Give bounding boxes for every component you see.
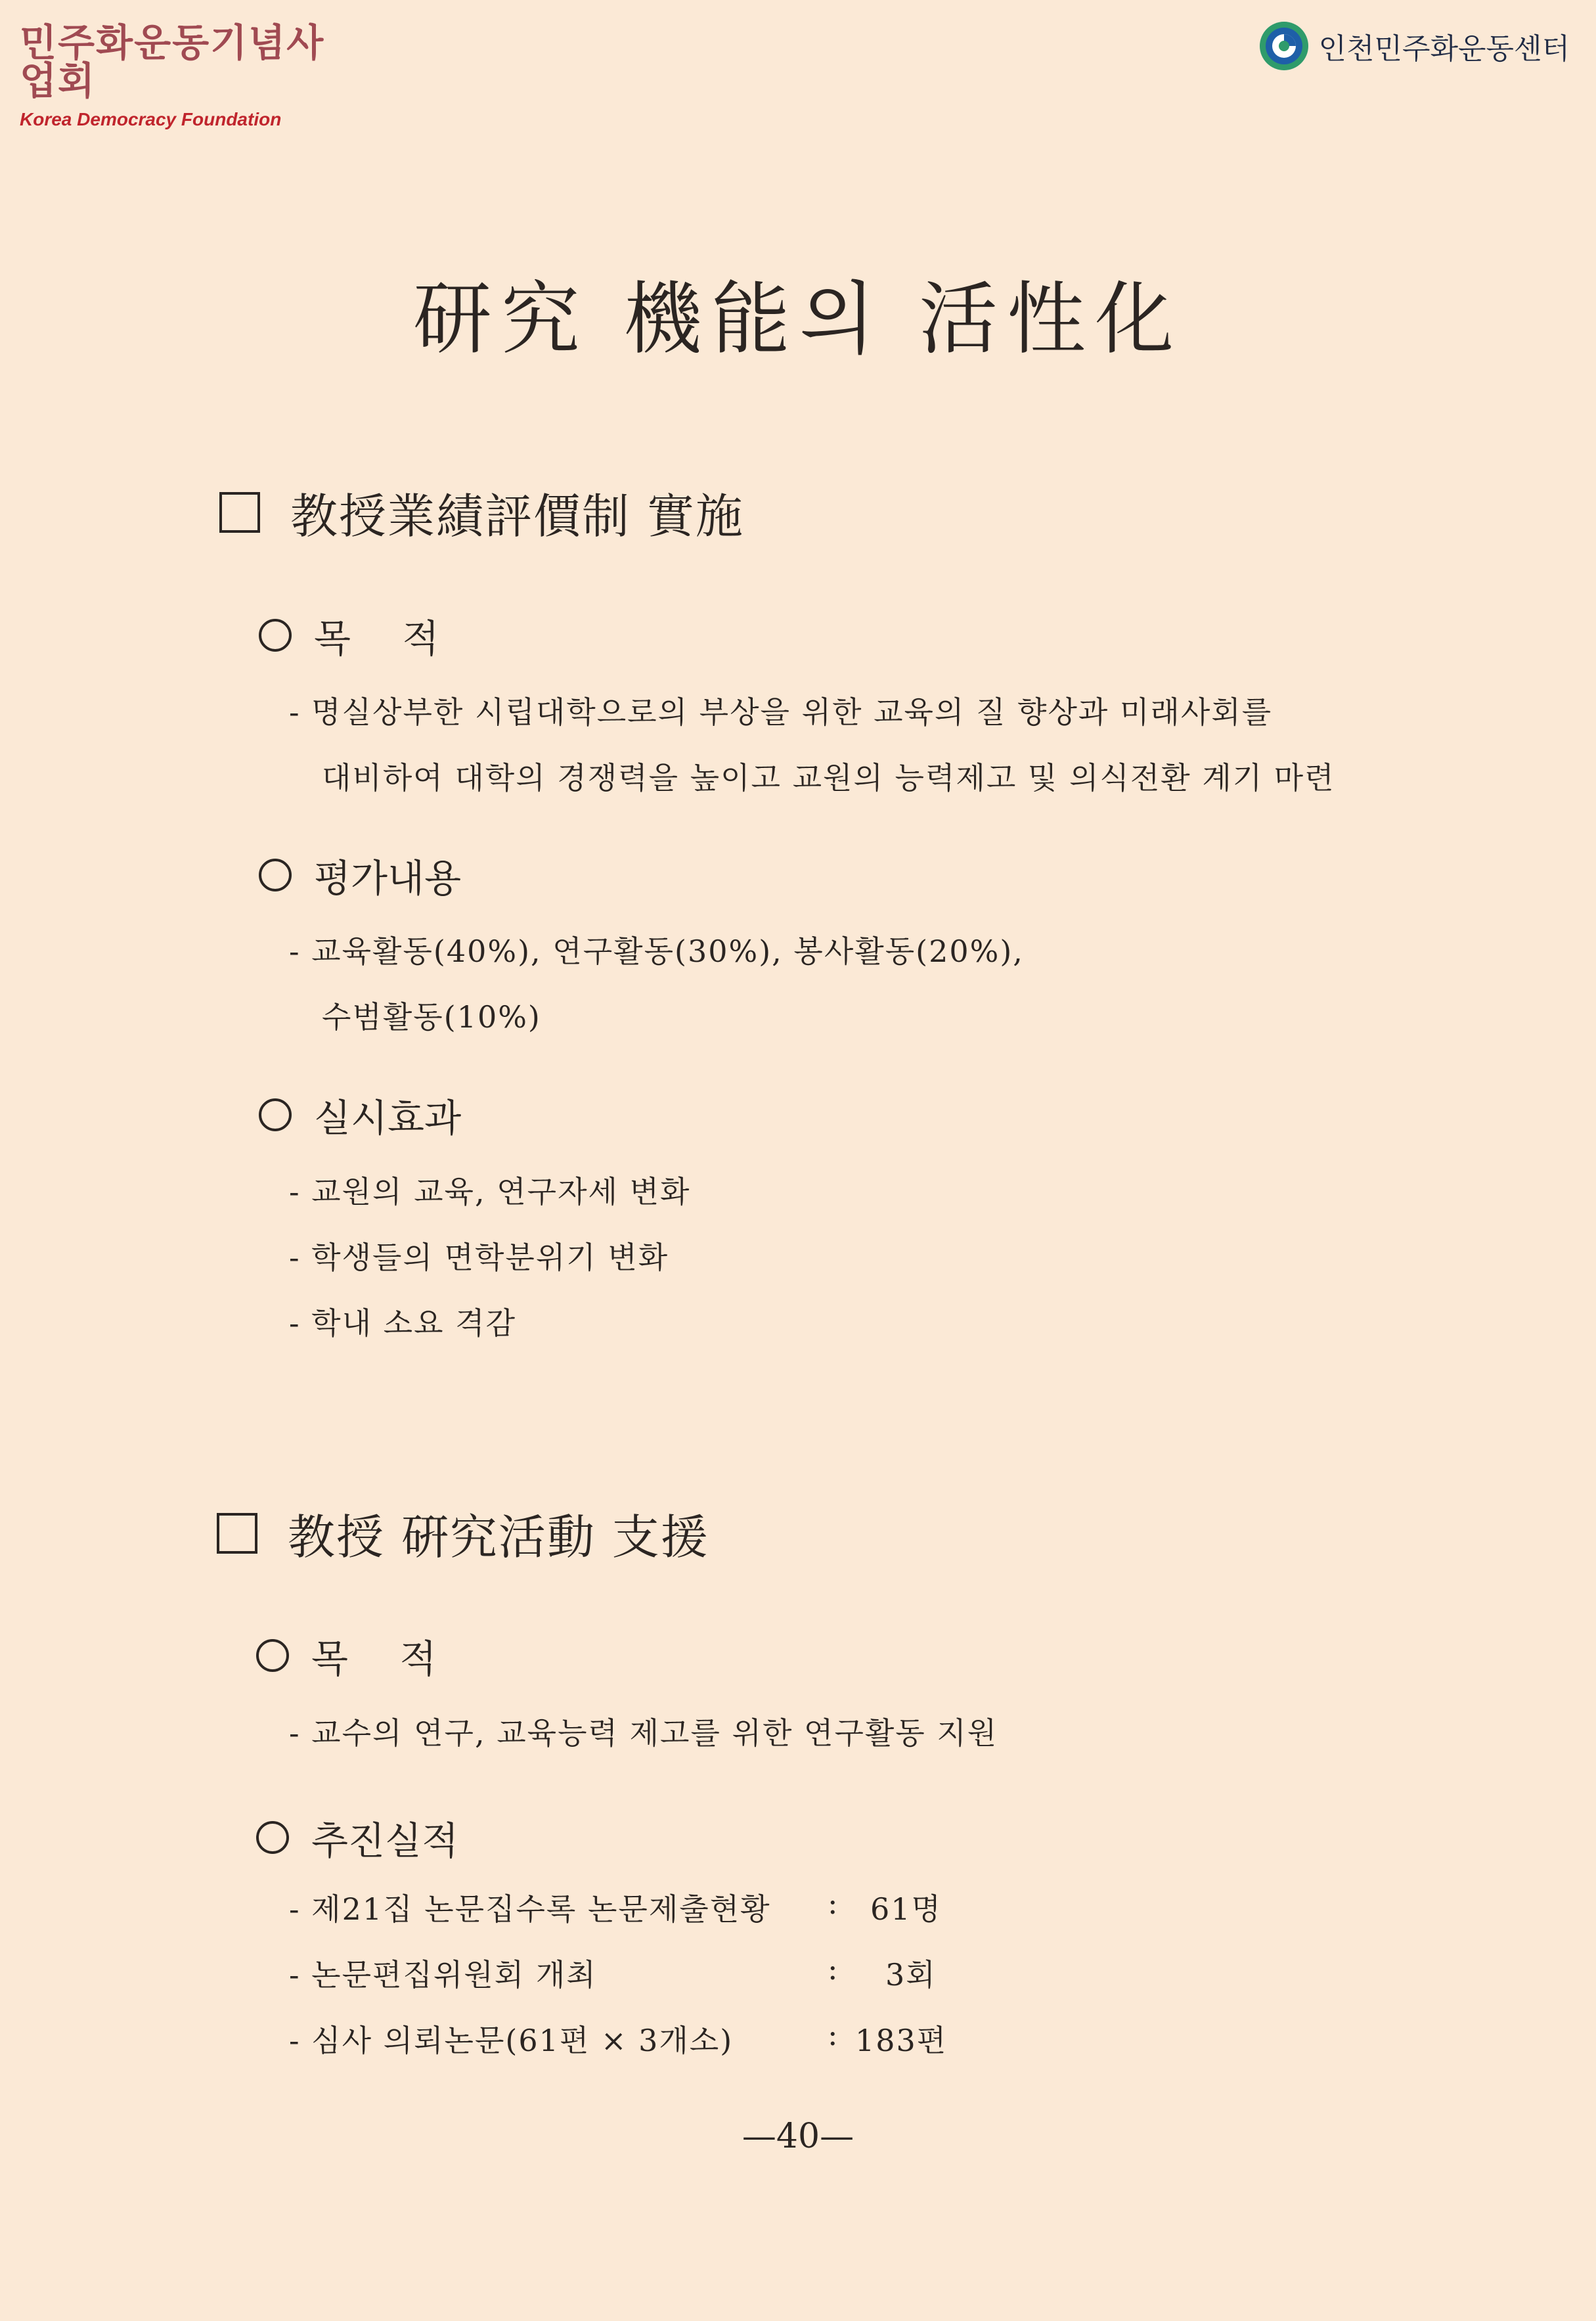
checkbox-square-icon xyxy=(219,492,260,533)
results-row-colon: : xyxy=(828,2017,839,2052)
results-row xyxy=(289,1885,942,1929)
section1-effect-label: 실시효과 xyxy=(314,1096,462,1140)
circular-emblem-icon xyxy=(1258,20,1310,72)
kdf-logo-english: Korea Democracy Foundation xyxy=(20,109,282,129)
section1-effect-heading xyxy=(259,1087,461,1142)
results-row xyxy=(289,1951,937,1994)
checkbox-square-icon xyxy=(217,1513,257,1554)
section1-purpose-line2: 대비하여 대학의 경쟁력을 높이고 교원의 능력제고 및 의식전환 계기 마련 xyxy=(322,760,1335,796)
section1-purpose-heading xyxy=(259,608,459,663)
results-row-colon: : xyxy=(828,1885,839,1921)
results-row xyxy=(289,2017,948,2060)
page-title: 研究 機能의 活性化 xyxy=(412,274,1184,365)
section2-heading-text: 教授 硏究活動 支援 xyxy=(288,1510,709,1565)
results-row-value: 61명 xyxy=(870,1891,942,1927)
section1-heading xyxy=(219,478,744,547)
section2-results-heading xyxy=(256,1810,458,1865)
section2-purpose-heading xyxy=(256,1628,456,1683)
section1-content-heading xyxy=(259,847,461,903)
section2-results-label: 추진실적 xyxy=(311,1818,459,1863)
circle-bullet-icon xyxy=(259,1098,292,1131)
kdf-logo-korean: 민주화운동기념사업회 xyxy=(20,20,325,103)
results-row-value: 183편 xyxy=(855,2023,948,2058)
section1-effect-item: - 교원의 교육, 연구자세 변화 xyxy=(289,1174,691,1209)
section2-purpose-line1: - 교수의 연구, 교육능력 제고를 위한 연구활동 지원 xyxy=(289,1715,998,1751)
results-row-item: - 논문편집위원회 개최 xyxy=(289,1957,597,1993)
section1-content-line2: 수범활동(10%) xyxy=(322,999,541,1035)
circle-bullet-icon xyxy=(259,619,292,652)
section1-effect-item: - 학내 소요 격감 xyxy=(289,1305,517,1341)
section2-heading xyxy=(217,1499,709,1567)
results-row-colon: : xyxy=(828,1951,839,1987)
page-number: —40— xyxy=(742,2117,854,2156)
kdf-logo xyxy=(20,20,361,130)
circle-bullet-icon xyxy=(259,859,292,891)
circle-bullet-icon xyxy=(256,1639,289,1672)
circle-bullet-icon xyxy=(256,1821,289,1854)
section1-purpose-line1: - 명실상부한 시립대학으로의 부상을 위한 교육의 질 향상과 미래사회를 xyxy=(289,694,1273,730)
results-row-item: - 심사 의뢰논문(61편 × 3개소) xyxy=(289,2023,734,2058)
section1-effect-item: - 학생들의 면학분위기 변화 xyxy=(289,1240,669,1275)
incheon-center-name: 인천민주화운동센터 xyxy=(1318,32,1570,66)
incheon-center-logo xyxy=(1258,20,1570,72)
results-row-value: 3회 xyxy=(885,1957,937,1993)
section1-purpose-label: 목 적 xyxy=(314,616,459,661)
results-row-item: - 제21집 논문집수록 논문제출현황 xyxy=(289,1891,771,1927)
section1-content-line1: - 교육활동(40%), 연구활동(30%), 봉사활동(20%), xyxy=(289,934,1024,969)
section2-purpose-label: 목 적 xyxy=(311,1636,456,1681)
section1-heading-text: 教授業績評價制 實施 xyxy=(290,489,744,544)
section1-content-label: 평가내용 xyxy=(314,856,462,901)
